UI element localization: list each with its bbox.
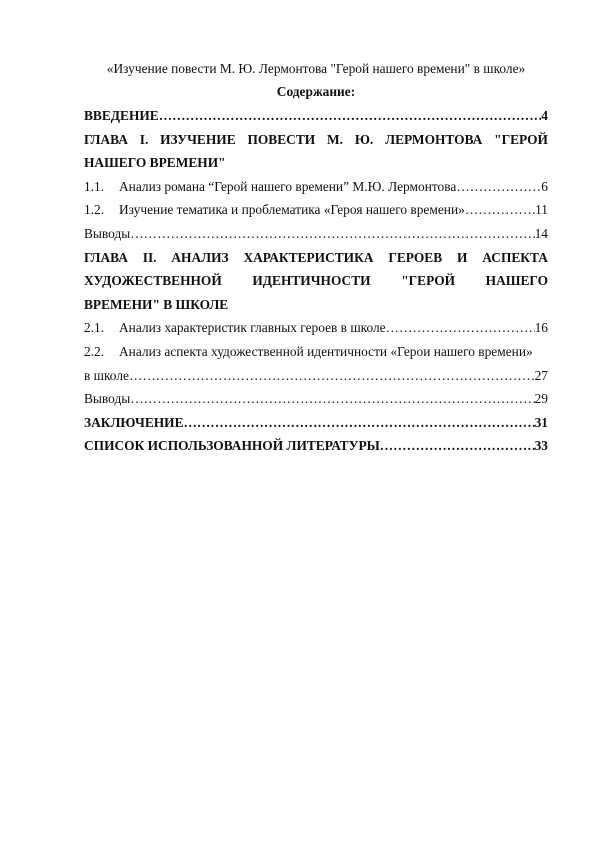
toc-page-number: 6 bbox=[541, 178, 548, 194]
toc-word: ХУДОЖЕСТВЕННОЙ bbox=[84, 273, 222, 289]
toc-entry-label: Выводы bbox=[84, 225, 131, 241]
toc-leader-dots bbox=[129, 364, 535, 388]
toc-page-number: 16 bbox=[534, 320, 548, 336]
toc-entry-section-2-2-line1[interactable] bbox=[84, 340, 548, 364]
toc-entry-label: ВВЕДЕНИЕ bbox=[84, 108, 159, 123]
toc-entry-conclusions-2[interactable] bbox=[84, 387, 548, 411]
toc-word: НАШЕГО bbox=[485, 273, 548, 289]
toc-chapter2-line3[interactable]: ВРЕМЕНИ" В ШКОЛЕ bbox=[84, 296, 229, 312]
toc-leader-dots bbox=[130, 387, 534, 411]
toc-entry-label: ЗАКЛЮЧЕНИЕ bbox=[84, 414, 184, 430]
toc-section-number: 2.1. bbox=[84, 320, 105, 336]
toc-page-number: 14 bbox=[534, 225, 548, 241]
toc-page-number: 31 bbox=[534, 414, 548, 430]
toc-entry-label: СПИСОК ИСПОЛЬЗОВАННОЙ ЛИТЕРАТУРЫ bbox=[84, 438, 380, 454]
toc-entry-references[interactable] bbox=[84, 434, 548, 458]
toc-entry-conclusions-1[interactable] bbox=[84, 222, 548, 246]
toc-entry-label: Изучение тематика и проблематика «Героя нашего времени» bbox=[119, 202, 465, 218]
toc-page-number: 11 bbox=[535, 202, 548, 218]
toc-word: ИДЕНТИЧНОСТИ bbox=[252, 273, 371, 289]
toc-section-number: 1.2. bbox=[84, 202, 105, 218]
toc-chapter2-line2[interactable] bbox=[84, 269, 548, 293]
toc-word: ГЛАВА bbox=[84, 131, 128, 147]
toc-section-number: 1.1. bbox=[84, 178, 105, 194]
toc-entry-label: Анализ романа “Герой нашего времени” М.Ю. Лермонтова bbox=[119, 178, 457, 194]
toc-word: ПОВЕСТИ bbox=[247, 131, 316, 147]
document-title: «Изучение повести М. Ю. Лермонтова "Герой нашего времени" в школе» bbox=[106, 61, 526, 76]
table-of-contents bbox=[84, 104, 548, 458]
toc-word: М. bbox=[327, 131, 343, 147]
toc-word: I. bbox=[139, 131, 149, 147]
toc-word: Ю. bbox=[354, 131, 374, 147]
toc-word: И bbox=[457, 249, 468, 265]
toc-entry-section-2-2-line2[interactable] bbox=[84, 364, 548, 388]
toc-page-number: 33 bbox=[534, 438, 548, 454]
toc-entry-label: Анализ характеристик главных героев в школе bbox=[119, 320, 386, 336]
toc-word: ЛЕРМОНТОВА bbox=[385, 131, 483, 147]
toc-entry-label: Анализ аспекта художественной идентичности «Герои нашего времени» bbox=[119, 343, 533, 359]
toc-word: АСПЕКТА bbox=[482, 249, 548, 265]
toc-leader-dots bbox=[130, 222, 534, 246]
toc-word: "ГЕРОЙ bbox=[494, 131, 548, 147]
toc-leader-dots bbox=[456, 175, 541, 199]
toc-entry-label: Выводы bbox=[84, 391, 131, 407]
toc-entry-section-1-1[interactable] bbox=[84, 175, 548, 199]
toc-word: II. bbox=[142, 249, 157, 265]
toc-entry-section-1-2[interactable] bbox=[84, 198, 548, 222]
toc-page-number: 4 bbox=[541, 108, 548, 123]
toc-chapter2-line1[interactable] bbox=[84, 246, 548, 270]
toc-word: ИЗУЧЕНИЕ bbox=[160, 131, 236, 147]
toc-leader-dots bbox=[380, 434, 535, 458]
toc-entry-conclusion[interactable] bbox=[84, 411, 548, 435]
toc-word: "ГЕРОЙ bbox=[401, 273, 456, 289]
toc-word: АНАЛИЗ bbox=[171, 249, 229, 265]
toc-leader-dots bbox=[386, 316, 535, 340]
toc-entry-section-2-1[interactable] bbox=[84, 316, 548, 340]
toc-section-number: 2.2. bbox=[84, 343, 105, 359]
toc-word: ХАРАКТЕРИСТИКА bbox=[243, 249, 374, 265]
toc-leader-dots bbox=[159, 104, 542, 128]
toc-page-number: 29 bbox=[534, 391, 548, 407]
toc-entry-label: в школе bbox=[84, 367, 129, 383]
toc-page-number: 27 bbox=[534, 367, 548, 383]
toc-leader-dots bbox=[184, 411, 535, 435]
toc-heading: Содержание: bbox=[276, 84, 356, 99]
toc-word: ГЕРОЕВ bbox=[388, 249, 443, 265]
toc-chapter1-line2[interactable]: НАШЕГО ВРЕМЕНИ" bbox=[84, 155, 226, 171]
toc-chapter1-line1[interactable] bbox=[84, 128, 548, 152]
toc-leader-dots bbox=[465, 198, 535, 222]
toc-word: ГЛАВА bbox=[84, 249, 128, 265]
toc-entry-intro[interactable] bbox=[84, 104, 548, 128]
